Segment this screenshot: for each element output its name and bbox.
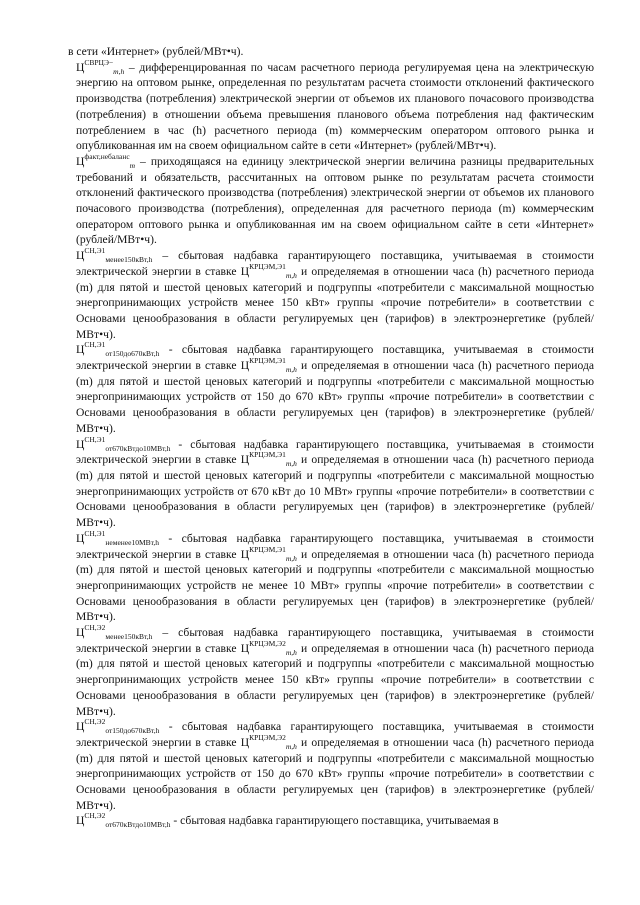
definition-text-post: и определяемая в отношении часа (h) расчетного периода (m) для пятой и шестой ценовых категорий и подгруппы «потребители с максимальной мощностью энергопринимающих устройств не менее 10 МВт» группы «прочие потребители» в соответствии с Основами ценообразования в области регулируемых цен (тарифов) в электроэнергетике (рублей/МВт•ч). [76, 547, 594, 624]
definition-text-post: и определяемая в отношении часа (h) расчетного периода (m) для пятой и шестой ценовых категорий и подгруппы «потребители с максимальной мощностью энергопринимающих устройств от 150 до 670 кВт» группы «прочие потребители» в соответствии с Основами ценообразования в области регулируемых цен (тарифов) в электроэнергетике (рублей/МВт•ч). [76, 735, 594, 812]
symbol-letter: Ц [240, 453, 250, 467]
definition-fakt-nebalans [68, 151, 594, 248]
symbol-letter: Ц [76, 814, 85, 828]
symbol-sub: m,h [285, 270, 297, 280]
symbol-sn [76, 528, 159, 547]
symbol-krcem [240, 356, 297, 375]
symbol-letter: Ц [240, 264, 250, 278]
definition-sn-e2-150-670 [68, 719, 594, 813]
symbol-sub: от150до670кВт,h [105, 726, 160, 736]
symbol-sup: КРЦЭМ,Э1 [249, 356, 286, 366]
definition-text: – приходящаяся на единицу электрической энергии величина разницы предварительных требований и обязательств, рассчитанных на оптовом рынке по результатам расчета стоимости отклонений фактического производства (потребления) электрической энергии от объемов их планового почасового производства (потребления), определенная для расчетного периода (m) коммерческим оператором оптового рынка и опубликованная им на своем официальном сайте в сети «Интернет» (рублей/МВт•ч). [76, 154, 594, 247]
definition-sn-e1-less150 [68, 248, 594, 342]
definition-text-post: и определяемая в отношении часа (h) расчетного периода (m) для пятой и шестой ценовых категорий и подгруппы «потребители с максимальной мощностью энергопринимающих устройств менее 150 кВт» группы «прочие потребители» в соответствии с Основами ценообразования в области регулируемых цен (тарифов) в электроэнергетике (рублей/МВт•ч). [76, 264, 594, 341]
symbol-letter: Ц [240, 547, 250, 561]
definition-text: - сбытовая надбавка гарантирующего поставщика, учитываемая в [170, 814, 499, 828]
symbol-sup: СН,Э2 [84, 623, 106, 633]
definition-sn-e1-150-670 [68, 342, 594, 436]
definition-text-pre: – сбытовая надбавка гарантирующего поставщика, учитываемая в стоимости электрической энергии в ставке [76, 626, 594, 655]
symbol-letter: Ц [76, 154, 85, 168]
symbol-letter: Ц [76, 720, 85, 734]
symbol-sn [76, 623, 153, 642]
definition-sn-e1-670-10mw [68, 434, 594, 531]
definition-sn-e2-670-10mw [68, 813, 594, 829]
symbol-sup: КРЦЭМ,Э1 [249, 261, 286, 271]
definition-text-pre: - сбытовая надбавка гарантирующего поставщика, учитываемая в стоимости электрической энергии в ставке [76, 720, 594, 749]
symbol-sub: m,h [285, 741, 297, 751]
symbol-sub: менее150кВт,h [105, 632, 153, 642]
symbol-sub: от150до670кВт,h [105, 349, 160, 359]
definition-sn-e1-not-less-10mw [68, 528, 594, 625]
definition-svrce [68, 57, 594, 154]
symbol-sup: КРЦЭМ,Э1 [249, 450, 286, 460]
symbol-krcem [240, 638, 297, 657]
symbol-letter: Ц [76, 249, 85, 263]
symbol-sup: СН,Э2 [84, 811, 106, 821]
symbol-sub: менее150кВт,h [105, 255, 153, 265]
symbol-sup: СВРЦЭ− [84, 57, 114, 67]
definition-text-post: и определяемая в отношении часа (h) расчетного периода (m) для пятой и шестой ценовых категорий и подгруппы «потребители с максимальной мощностью энергопринимающих устройств от 670 кВт до 10 МВт» группы «прочие потребители» в соответствии с Основами ценообразования в области регулируемых цен (тарифов) в электроэнергетике (рублей/МВт•ч). [76, 453, 594, 530]
symbol-svrce [76, 57, 125, 76]
symbol-letter: Ц [76, 437, 85, 451]
symbol-krcem [240, 732, 297, 751]
symbol-sup: факт,небаланс [84, 151, 130, 161]
symbol-sn [76, 434, 171, 453]
symbol-krcem [240, 544, 297, 563]
symbol-sn [76, 246, 153, 265]
definition-text-pre: – сбытовая надбавка гарантирующего поставщика, учитываемая в стоимости электрической энергии в ставке [76, 249, 594, 278]
definition-text-post: и определяемая в отношении часа (h) расчетного периода (m) для пятой и шестой ценовых категорий и подгруппы «потребители с максимальной мощностью энергопринимающих устройств менее 150 кВт» группы «прочие потребители» в соответствии с Основами ценообразования в области регулируемых цен (тарифов) в электроэнергетике (рублей/МВт•ч). [76, 641, 594, 718]
symbol-letter: Ц [76, 531, 85, 545]
definition-text-pre: - сбытовая надбавка гарантирующего поставщика, учитываемая в стоимости электрической энергии в ставке [76, 343, 594, 373]
symbol-sup: СН,Э1 [84, 246, 106, 256]
symbol-fakt-nebalans [76, 151, 136, 170]
symbol-sup: СН,Э1 [84, 340, 106, 350]
definition-text-pre: - сбытовая надбавка гарантирующего поставщика, учитываемая в стоимости электрической энергии в ставке [76, 437, 594, 467]
symbol-sub: от670кВтдо10МВт,h [105, 443, 171, 453]
definition-sn-e2-less150 [68, 625, 594, 719]
symbol-sup: КРЦЭМ,Э2 [249, 638, 286, 648]
symbol-sup: КРЦЭМ,Э1 [249, 544, 286, 554]
symbol-sn [76, 717, 160, 736]
symbol-letter: Ц [240, 641, 250, 655]
symbol-sub: m [129, 160, 136, 170]
symbol-letter: Ц [76, 626, 85, 640]
symbol-sup: СН,Э1 [84, 528, 106, 538]
symbol-sup: СН,Э1 [84, 434, 106, 444]
symbol-krcem [240, 450, 297, 469]
symbol-sub: m,h [285, 553, 297, 563]
document-page [68, 44, 594, 829]
symbol-letter: Ц [240, 359, 250, 373]
symbol-sub: m,h [285, 365, 297, 375]
symbol-sup: КРЦЭМ,Э2 [249, 732, 286, 742]
symbol-letter: Ц [240, 735, 250, 749]
intro-tail: в сети «Интернет» (рублей/МВт•ч). [68, 45, 244, 58]
definition-text: – дифференцированная по часам расчетного периода регулируемая цена на электрическую энергию на оптовом рынке, определенная по результатам расчета стоимости отклонений фактического производства (потребления) электрической энергии от объемов их планового почасового производства (потребления) в отношении объема превышения планового объема потребления над фактическим потреблением в час (h) расчетного периода (m) коммерческим оператором оптового рынка и опубликованная им на своем официальном сайте в сети «Интернет» (рублей/МВт•ч). [76, 60, 594, 153]
symbol-sub: неменее10МВт,h [105, 537, 159, 547]
symbol-krcem [240, 261, 297, 280]
definition-text-pre: - сбытовая надбавка гарантирующего поставщика, учитываемая в стоимости электрической энергии в ставке [76, 531, 594, 561]
symbol-sub: от670кВтдо10МВт,h [105, 820, 171, 830]
definition-text-post: и определяемая в отношении часа (h) расчетного периода (m) для пятой и шестой ценовых категорий и подгруппы «потребители с максимальной мощностью энергопринимающих устройств от 150 до 670 кВт» группы «прочие потребители» в соответствии с Основами ценообразования в области регулируемых цен (тарифов) в электроэнергетике (рублей/МВт•ч). [76, 359, 594, 435]
symbol-sn [76, 340, 160, 359]
symbol-sup: СН,Э2 [84, 717, 106, 727]
symbol-letter: Ц [76, 343, 85, 357]
symbol-sn [76, 811, 171, 830]
symbol-sub: m,h [113, 66, 125, 76]
symbol-sub: m,h [285, 647, 297, 657]
symbol-sub: m,h [285, 459, 297, 469]
symbol-letter: Ц [76, 60, 85, 74]
